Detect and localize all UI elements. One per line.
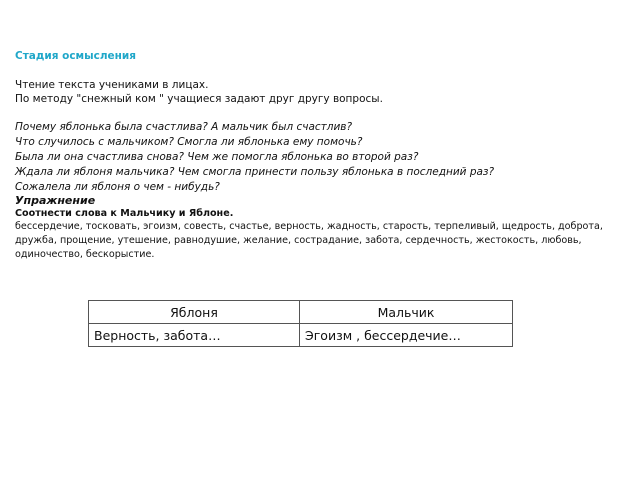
exercise-task: Соотнести слова к Мальчику и Яблоне. xyxy=(15,208,234,219)
question-3: Была ли она счастлива снова? Чем же помогла яблонька во второй раз? xyxy=(15,151,419,163)
table-row xyxy=(89,324,513,347)
exercise-title: Упражнение xyxy=(15,194,96,207)
cell-apple-tree: Верность, забота… xyxy=(89,324,300,347)
question-5: Сожалела ли яблоня о чем - нибудь? xyxy=(15,181,220,193)
word-list: бессердечие, тосковать, эгоизм, совесть, счастье, верность, жадность, старость, терпеливый, щедрость, доброта, дружба, прощение, утешение, равнодушие, желание, сострадание, забота, сердечность, жестокость, любовь, одиночество, бескорыстие. xyxy=(15,221,603,260)
question-4: Ждала ли яблоня мальчика? Чем смогла принести пользу яблонька в последний раз? xyxy=(15,166,495,178)
cell-boy: Эгоизм , бессердечие… xyxy=(300,324,513,347)
section-heading: Стадия осмысления xyxy=(15,50,137,62)
table-header-row xyxy=(89,301,513,324)
header-apple-tree: Яблоня xyxy=(89,301,300,324)
question-1: Почему яблонька была счастлива? А мальчик был счастлив? xyxy=(15,121,353,133)
question-2: Что случилось с мальчиком? Смогла ли яблонька ему помочь? xyxy=(15,136,363,148)
header-boy: Мальчик xyxy=(300,301,513,324)
comparison-table xyxy=(88,300,513,347)
intro-line-2: По методу "снежный ком " учащиеся задают друг другу вопросы. xyxy=(15,93,383,105)
intro-line-1: Чтение текста учениками в лицах. xyxy=(15,79,209,91)
